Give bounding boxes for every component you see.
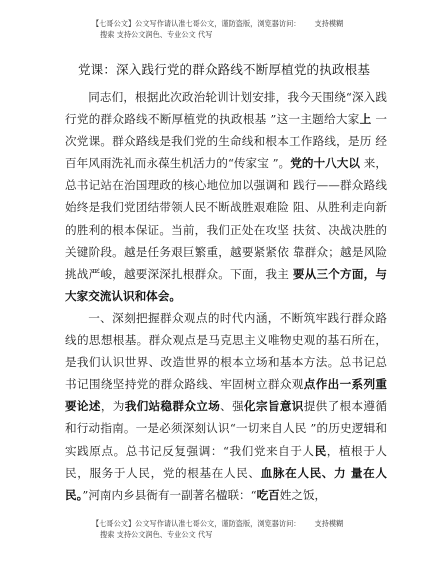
text-run: 提供了根本遵循和行动指南。一是必须深刻认识“一切来自人民 ”的历史逻辑和实践原点。总书记反复强调：“我们党来自于人 [65,399,387,458]
text-run: ”河南内乡县衙有一副著名楹联：“ [82,487,257,502]
paragraph-section-one [65,307,387,506]
text-run: 一、深刻把握群众观点的时代内涵，不断筑牢践行群众路线的思想根基。群众观点是马克思主义唯物史观的基石所在，是我们认识世界、改造世界的根本立场和基本方法。总书记总书记围绕坚持党的群众路线、牢固树立群众观 [65,310,387,392]
footer-line-2: 搜索 支持公文润色、专业公文 代写 [100,530,213,539]
footer-fuzzy-search: 支持模糊 [314,519,344,528]
text-run: ，为 [100,399,125,414]
text-run: 同志们，根据此次政治轮训计划安排，我今天围绕“深入践行党的群众路线不断厚植党的执政根基 ”这一主题给大家 [65,90,387,127]
text-run: ，植根于人民，服务于人民，党的根基在人民、 [65,443,387,480]
bold-run: 点作出一系列重要论述 [65,377,387,414]
footer-notice: 【七哥公文】公文写作请认准七哥公文，谨防盗版，浏览器访问： [92,519,301,528]
bold-run: 我们站稳群众立场 [124,399,221,414]
bold-run: 民 [314,443,327,458]
bold-run: 血脉在人民、力 量在人民。 [65,465,387,502]
document-body [65,86,387,506]
paragraph-intro [65,86,387,307]
header-fuzzy-search: 支持模糊 [314,19,344,28]
page-header [92,18,432,40]
header-line-1 [92,18,432,29]
header-notice: 【七哥公文】公文写作请认准七哥公文，谨防盗版，浏览器访问： [92,19,301,28]
document-title: 党课：深入践行党的群众路线不断厚植党的执政根基 [77,62,371,77]
text-run: 姓之饭， [279,487,327,502]
text-run: 来，总书记站在治国理政的核心地位加以强调和 践行——群众路线始终是我们党团结带领人民不断战胜艰难险 阻、从胜利走向新的胜利的根本保证。当前，我们正处在攻坚 扶贫、决战决胜的关键阶段。越是任务艰巨繁重，越要紧紧依 靠群众；越是风险挑战严峻，越要深深扎根群众。下面，我主 [65,156,387,281]
bold-run: 上 [359,112,372,127]
bold-run: 吃百 [256,487,280,502]
bold-run: 化宗旨意识 [244,399,304,414]
footer-line-1 [92,518,432,529]
bold-run: 要从三个方面，与大家交流认识和体会。 [65,266,387,303]
bold-run: 党的十八大以 [290,156,361,171]
page-footer [92,518,432,540]
text-run: 、强 [220,399,245,414]
text-run: 一次党课。群众路线是我们党的生命线和根本工作路线，是历 经百年风雨洗礼而永葆生机活力的“传家宝 ”。 [65,112,387,171]
header-line-2: 搜索 支持公文润色、专业公文 代写 [100,30,213,39]
